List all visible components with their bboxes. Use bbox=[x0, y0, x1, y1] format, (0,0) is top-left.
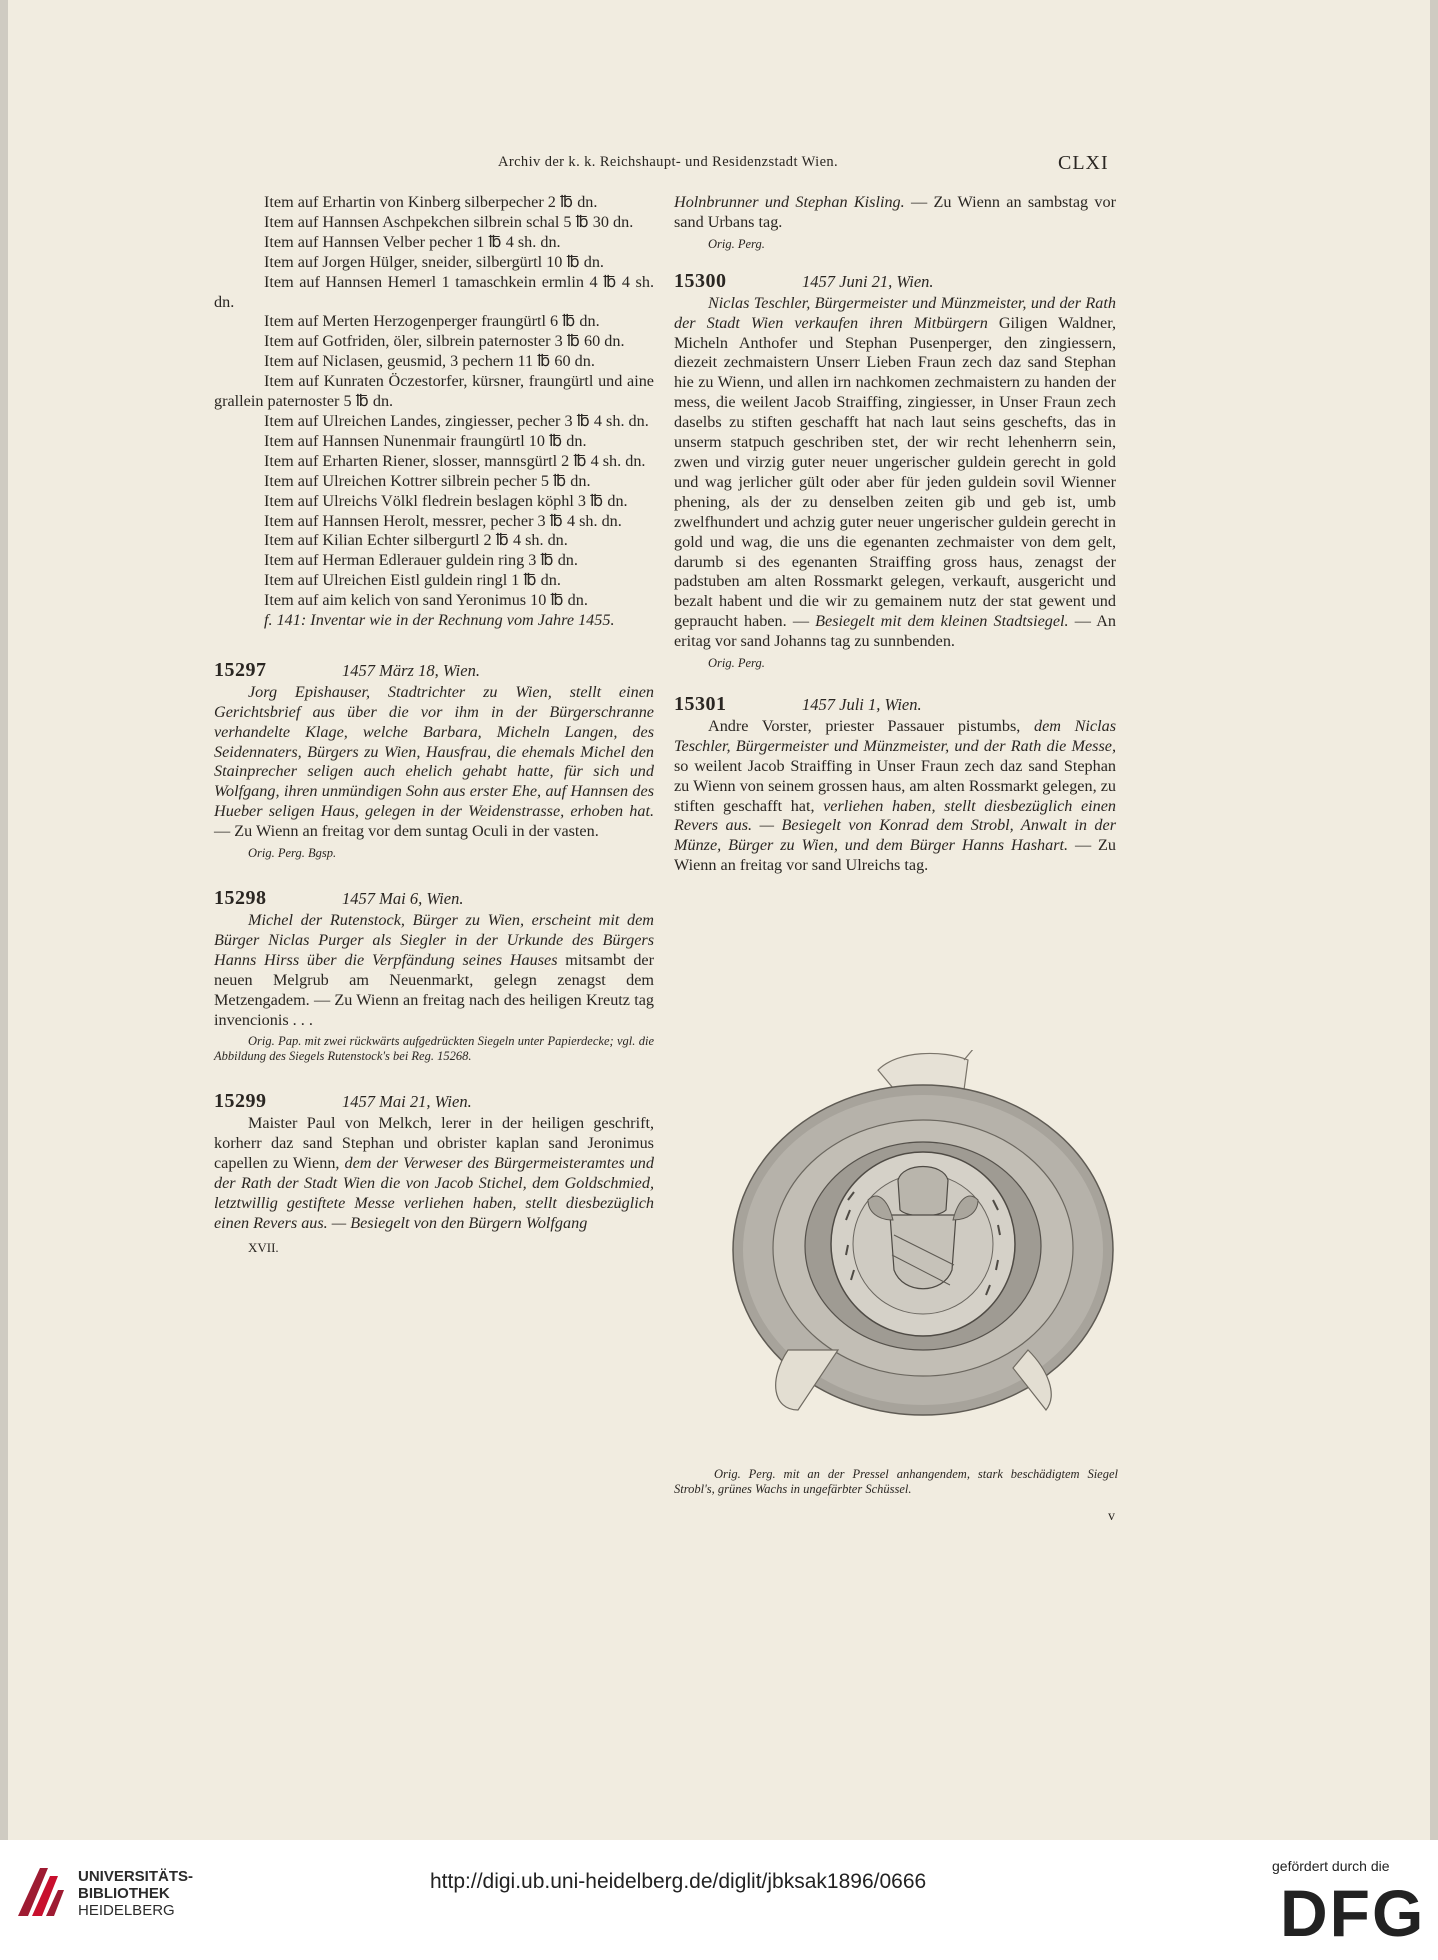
university-library-name: UNIVERSITÄTS- BIBLIOTHEK HEIDELBERG bbox=[78, 1868, 194, 1919]
entry-source: Orig. Perg. Bgsp. bbox=[248, 846, 337, 861]
entry-15297 bbox=[214, 658, 654, 861]
inventory-item: Item auf Merten Herzogenperger fraungürtl 6 ℔ dn. bbox=[264, 312, 600, 331]
entry-number: 15300 bbox=[674, 269, 727, 292]
inventory-item: Item auf Jorgen Hülger, sneider, silbergürtl 10 ℔ dn. bbox=[264, 252, 604, 271]
inventory-item: Item auf Ulreichen Landes, zingiesser, pecher 3 ℔ 4 sh. dn. bbox=[264, 411, 649, 430]
entry-number: 15297 bbox=[214, 658, 267, 681]
entry-regest: Holnbrunner und Stephan Kisling. — Zu Wienn an sambstag vor sand Urbans tag. bbox=[674, 193, 1116, 231]
university-library-logo-icon[interactable] bbox=[14, 1860, 66, 1920]
entry-number: 15299 bbox=[214, 1090, 267, 1113]
entry-15301 bbox=[674, 695, 1116, 876]
entry-15298 bbox=[214, 889, 654, 1064]
inventory-note: f. 141: Inventar wie in der Rechnung vom Jahre 1455. bbox=[264, 611, 615, 630]
entry-regest: Jorg Epishauser, Stadtrichter zu Wien, stellt einen Gerichtsbrief aus über die vor ihm in der Bürgerschranne verhandelte Klage, welche Barbara, Micheln Langen, des Seidennaters, Bürgers zu Wien, Hausfrau, die ehemals Michel den Stainprecher seligen auch ehelich gehabt hatte, für sich und Wolfgang, ihren unmündigen Sohn aus erster Ehe, auf Hannsen des Hueber seligen Haus, gelegen in der Weidenstrasse, erhoben hat. — Zu Wienn an freitag vor dem suntag Oculi in der vasten. bbox=[214, 682, 654, 841]
dfg-logo[interactable] bbox=[1280, 1880, 1430, 1942]
inventory-list bbox=[214, 193, 654, 631]
inventory-item: Item auf Hannsen Nunenmair fraungürtl 10 ℔ dn. bbox=[264, 431, 587, 450]
entry-number: 15301 bbox=[674, 693, 727, 716]
inventory-item: Item auf Kilian Echter silbergurtl 2 ℔ 4 sh. dn. bbox=[264, 531, 568, 550]
entry-source: Orig. Pap. mit zwei rückwärts aufgedrückten Siegeln unter Papierdecke; vgl. die Abbildung des Siegels Rutenstock's bei Reg. 15268. bbox=[214, 1034, 654, 1064]
entry-regest: Andre Vorster, priester Passauer pistumbs, dem Niclas Teschler, Bürgermeister und Münzmeister, und der Rath die Messe, so weilent Jacob Straiffing in Unser Fraun zech daz sand Stephan zu Wienn von seinem grossen haus, am alten Rossmarkt gelegen, zu stiften geschafft hat, verliehen haben, stellt diesbezüglich einen Revers aus. — Besiegelt von Konrad dem Strobl, Anwalt in der Münze, Bürger zu Wien, und dem Bürger Hanns Hashart. — Zu Wienn an freitag vor sand Ulreichs tag. bbox=[674, 716, 1116, 875]
entry-regest: Niclas Teschler, Bürgermeister und Münzmeister, und der Rath der Stadt Wien verkaufen ihren Mitbürgern Giligen Waldner, Micheln Anthofer und Stephan Pusenperger, den zingiessern, diezeit zechmaistern Unserr Lieben Fraun zech daz sand Stephan hie zu Wienn, und allen irn nachkomen zechmaistern zu handen der mess, die weilent Jacob Straiffing, zingiesser, in Unser Fraun zech daselbs zu stiften geschafft hat nach laut seins geschefts, das in unserm statpuch geschriben stet, der wir recht lehenherrn sein, zwen und virzig guter neuer ungerischer guldein gerecht in gold und wag jerlicher gült oder aber für jeden guldein sovil Wienner phening, als der zu denselben zeiten gib und geb ist, umb zwelfhundert und achzig guter neuer ungerischer guldein gerecht in gold und wag, die uns die egenanten zechmaister von dem gelt, darumb si des egenanten Straiffing gross haus, zenagst der padstuben am alten Rossmarkt gelegen, verkauft, ausgericht und bezalt habent und die wir zu gemainem nutz der stat gewent und gepraucht haben. — Besiegelt mit dem kleinen Stadtsiegel. — An eritag vor sand Johanns tag zu sunnbenden. bbox=[674, 293, 1116, 651]
inventory-item: Item auf Hannsen Herolt, messrer, pecher 3 ℔ 4 sh. dn. bbox=[264, 511, 622, 530]
inventory-item: Item auf Ulreichen Kottrer silbrein pecher 5 ℔ dn. bbox=[264, 471, 591, 490]
inventory-item: Item auf Niclasen, geusmid, 3 pechern 11 ℔ 60 dn. bbox=[264, 352, 595, 371]
entry-15300 bbox=[674, 269, 1116, 671]
entry-date: 1457 März 18, Wien. bbox=[342, 660, 480, 680]
inventory-item: Item auf Hannsen Velber pecher 1 ℔ 4 sh. dn. bbox=[264, 232, 561, 251]
entry-date: 1457 Juli 1, Wien. bbox=[802, 695, 922, 715]
entry-regest: Maister Paul von Melkch, lerer in der heiligen geschrift, korherr daz sand Stephan und obrister kaplan sand Jeronimus capellen zu Wienn, dem der Verweser des Bürgermeisteramtes und der Rath der Stadt Wien die von Jacob Stichel, dem Goldschmied, letztwillig gestiftete Messe verliehen haben, stellt diesbezüglich einen Revers aus. — Besiegelt von den Bürgern Wolfgang bbox=[214, 1114, 654, 1232]
inventory-item: Item auf Hannsen Aschpekchen silbrein schal 5 ℔ 30 dn. bbox=[264, 212, 634, 231]
entry-date: 1457 Mai 6, Wien. bbox=[342, 889, 464, 909]
dfg-logo-text: DFG bbox=[1280, 1880, 1426, 1942]
page-header bbox=[8, 152, 1430, 176]
entry-source: Orig. Perg. bbox=[708, 236, 765, 251]
wax-seal-illustration bbox=[728, 1050, 1118, 1455]
inventory-item: Item auf aim kelich von sand Yeronimus 10 ℔ dn. bbox=[264, 591, 588, 610]
inventory-item: Item auf Gotfriden, öler, silbrein paternoster 3 ℔ 60 dn. bbox=[264, 332, 625, 351]
inventory-item: Item auf Erhartin von Kinberg silberpecher 2 ℔ dn. bbox=[264, 193, 598, 211]
entry-15299-continued bbox=[674, 193, 1116, 252]
entry-number: 15298 bbox=[214, 887, 267, 910]
running-title: Archiv der k. k. Reichshaupt- und Residenzstadt Wien. bbox=[498, 154, 839, 170]
sheet-signature: XVII. bbox=[248, 1239, 279, 1255]
inventory-item: Item auf Kunraten Öczestorfer, kürsner, fraungürtl und aine grallein paternoster 5 ℔ dn. bbox=[214, 372, 654, 411]
inventory-item: Item auf Erharten Riener, slosser, mannsgürtl 2 ℔ 4 sh. dn. bbox=[264, 451, 646, 470]
library-footer bbox=[0, 1840, 1438, 1960]
entry-regest: Michel der Rutenstock, Bürger zu Wien, erscheint mit dem Bürger Niclas Purger als Siegler in der Urkunde des Bürgers Hanns Hirss über die Verpfändung seines Hauses mitsambt der neuen Melgrub am Neuenmarkt, gelegn zenagst dem Metzengadem. — Zu Wienn an freitag nach des heiligen Kreutz tag invencionis . . . bbox=[214, 911, 654, 1029]
right-column bbox=[674, 193, 1116, 876]
page-number: CLXI bbox=[1058, 152, 1109, 174]
seal-caption: Orig. Perg. mit an der Pressel anhangendem, stark beschädigtem Siegel Strobl's, grünes Wachs in ungefärbter Schüssel. bbox=[674, 1467, 1118, 1496]
funded-by-label: gefördert durch die bbox=[1272, 1858, 1390, 1874]
entry-15299 bbox=[214, 1092, 654, 1257]
bottom-signature: v bbox=[1108, 1509, 1115, 1524]
inventory-item: Item auf Ulreichen Eistl guldein ringl 1 ℔ dn. bbox=[264, 571, 561, 590]
entry-date: 1457 Mai 21, Wien. bbox=[342, 1092, 472, 1112]
permalink-url[interactable]: http://digi.ub.uni-heidelberg.de/diglit/jbksak1896/0666 bbox=[430, 1870, 927, 1893]
inventory-item: Item auf Ulreichs Völkl fledrein beslagen köphl 3 ℔ dn. bbox=[264, 491, 628, 510]
entry-date: 1457 Juni 21, Wien. bbox=[802, 271, 934, 291]
inventory-item: Item auf Herman Edlerauer guldein ring 3 ℔ dn. bbox=[264, 551, 578, 570]
scanned-page bbox=[8, 0, 1430, 1840]
inventory-item: Item auf Hannsen Hemerl 1 tamaschkein ermlin 4 ℔ 4 sh. dn. bbox=[214, 272, 654, 311]
entry-source: Orig. Perg. bbox=[708, 656, 765, 671]
left-column bbox=[214, 193, 654, 1258]
